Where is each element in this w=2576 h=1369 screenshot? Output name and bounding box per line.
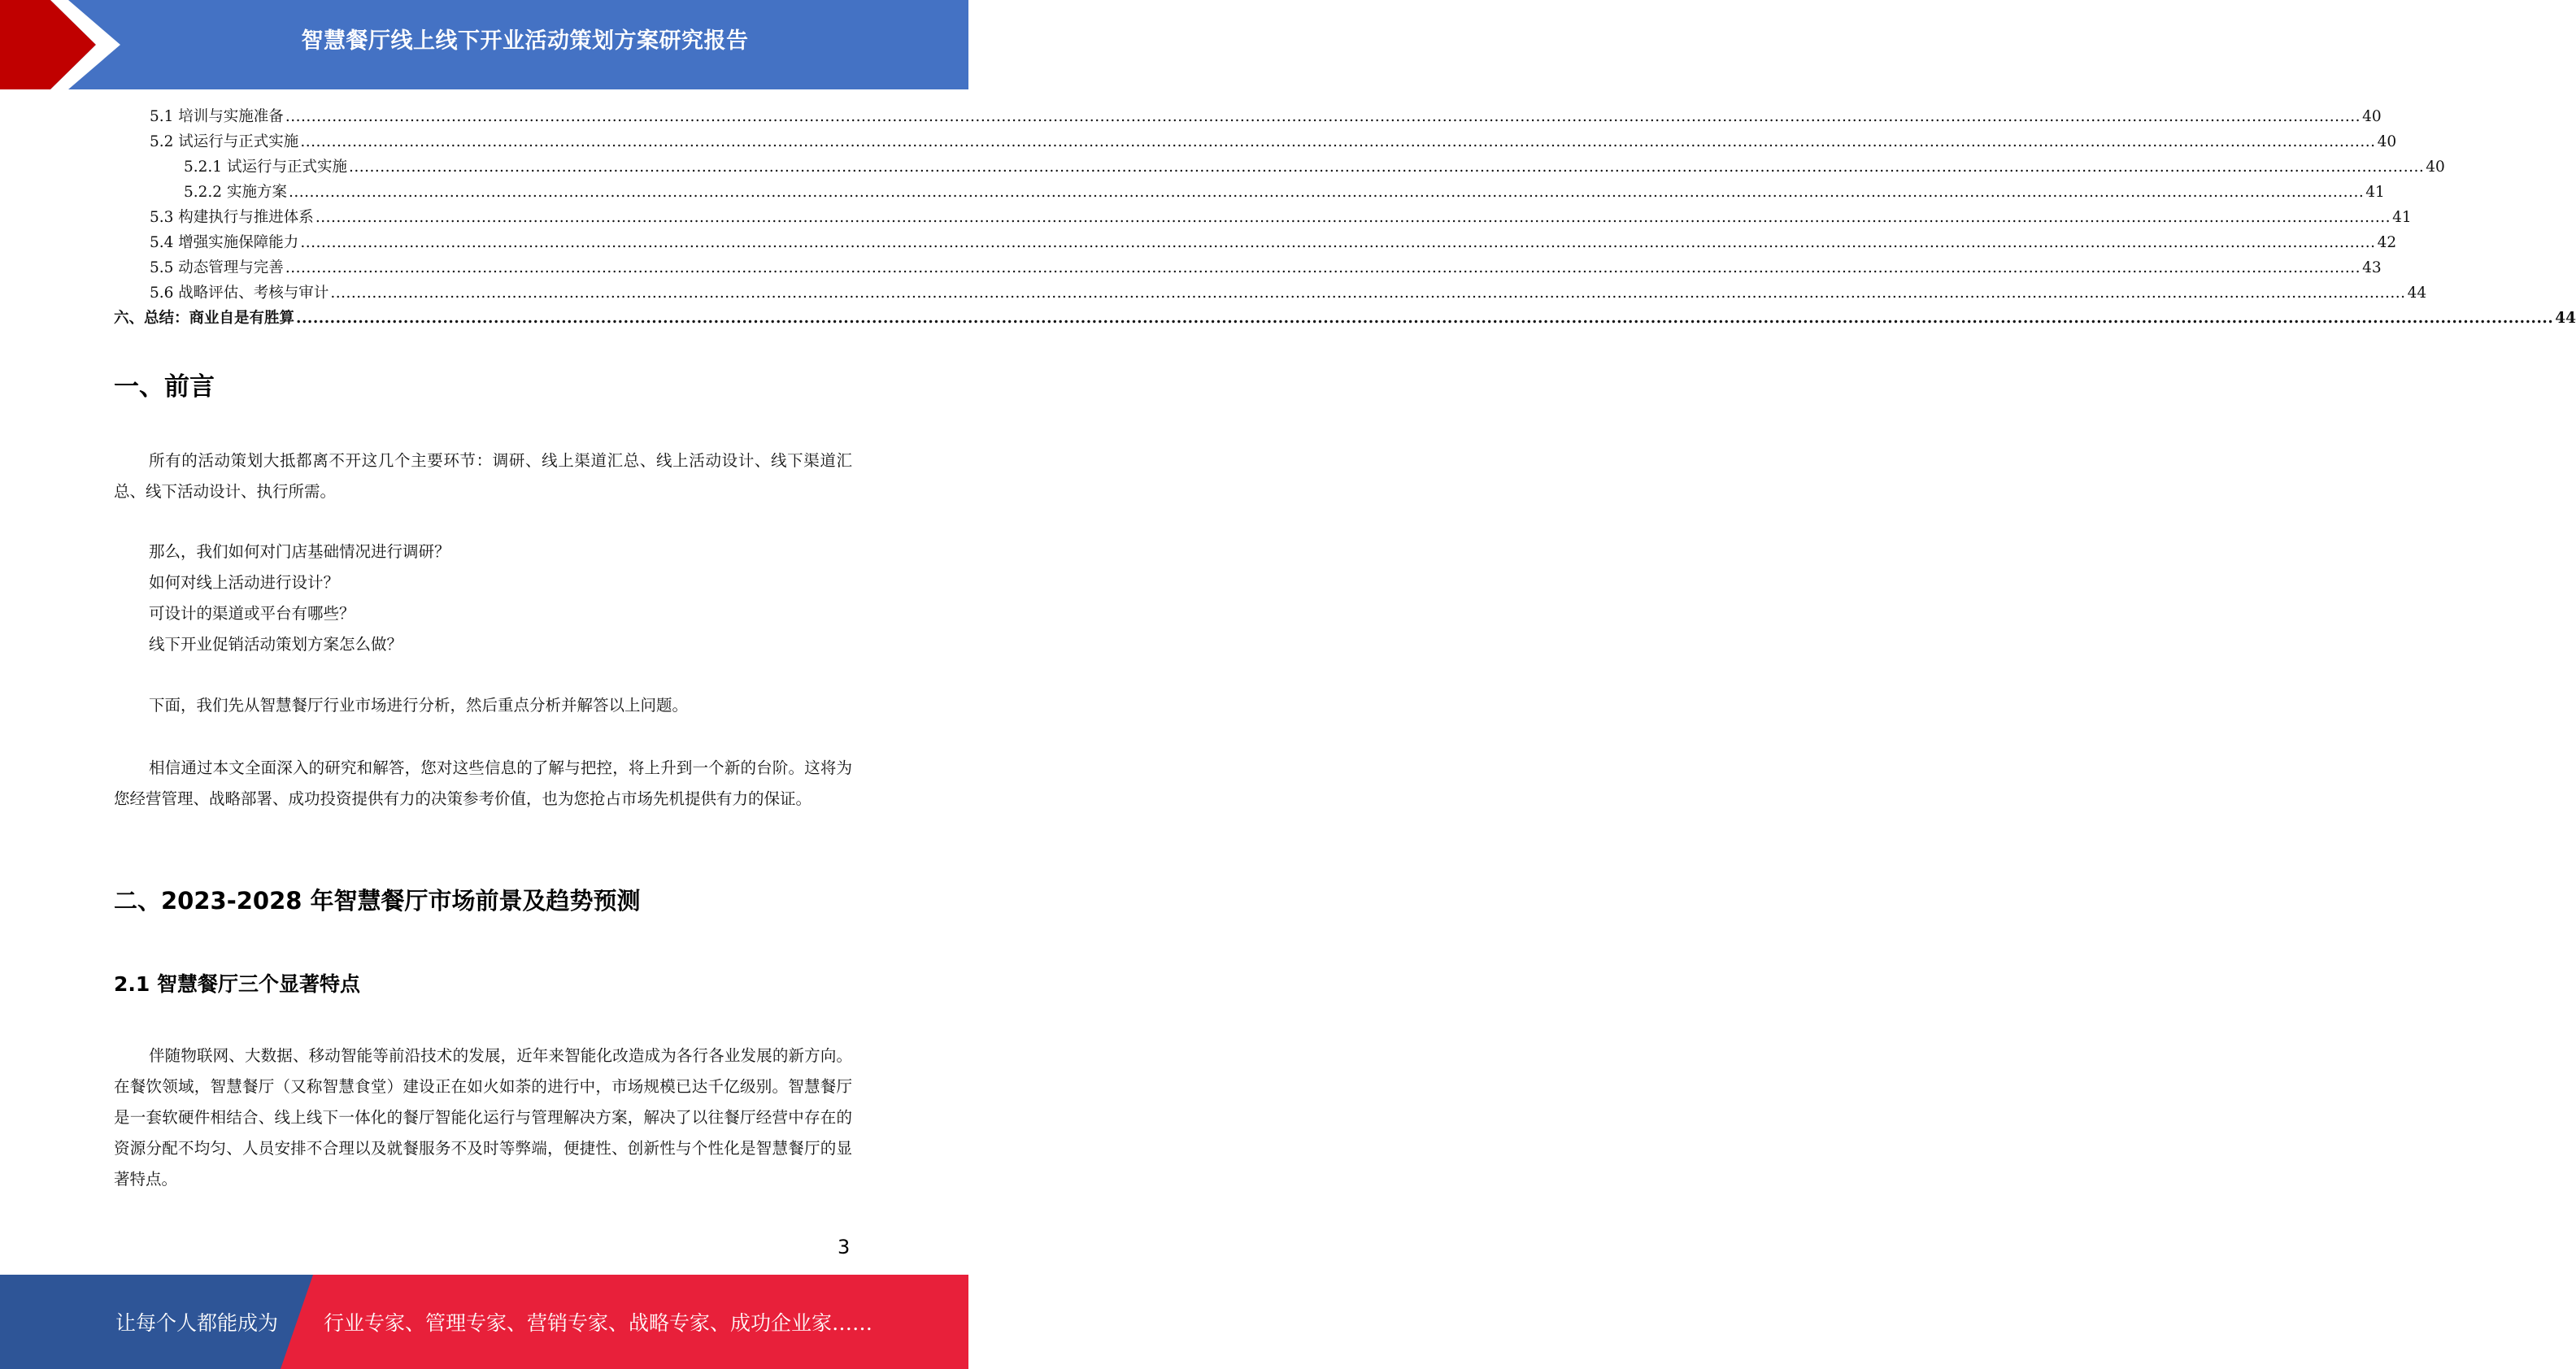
- footer-slogan-left: 让每个人都能成为: [115, 1311, 279, 1335]
- toc-leader-dots: ................................................................................................................................................................................................................................................................................................................................................................................................................: [296, 310, 2554, 327]
- report-title: 智慧餐厅线上线下开业活动策划方案研究报告: [301, 28, 749, 54]
- toc-leader-dots: ................................................................................................................................................................................................................................................................................................................................................................................................................: [315, 209, 2391, 226]
- header-chevron-decoration: [0, 0, 130, 89]
- toc-entry[interactable]: [114, 306, 2576, 331]
- toc-entry-page: 41: [2392, 209, 2412, 226]
- toc-entry[interactable]: [114, 255, 2382, 280]
- section-heading-market: 二、2023-2028 年智慧餐厅市场前景及趋势预测: [114, 887, 641, 915]
- toc-entry[interactable]: [114, 129, 2397, 154]
- toc-leader-dots: ................................................................................................................................................................................................................................................................................................................................................................................................................: [348, 159, 2425, 176]
- page-header: [0, 0, 968, 89]
- preface-paragraph-2: 下面，我们先从智慧餐厅行业市场进行分析，然后重点分析并解答以上问题。: [149, 696, 689, 715]
- toc-entry[interactable]: [114, 280, 2427, 306]
- toc-leader-dots: ................................................................................................................................................................................................................................................................................................................................................................................................................: [300, 234, 2376, 251]
- toc-leader-dots: ................................................................................................................................................................................................................................................................................................................................................................................................................: [285, 108, 2361, 125]
- toc-leader-dots: ................................................................................................................................................................................................................................................................................................................................................................................................................: [285, 259, 2361, 276]
- footer-slogan-right: 行业专家、管理专家、营销专家、战略专家、成功企业家……: [324, 1311, 873, 1335]
- toc-entry-label: 5.4 增强实施保障能力: [150, 234, 299, 251]
- page-number: 3: [838, 1236, 851, 1258]
- toc-entry-page: 40: [2426, 159, 2445, 176]
- toc-entry-page: 44: [2555, 310, 2576, 327]
- toc-leader-dots: ................................................................................................................................................................................................................................................................................................................................................................................................................: [300, 133, 2376, 150]
- toc-entry-label: 5.2.1 试运行与正式实施: [184, 159, 347, 176]
- toc-entry-label: 5.5 动态管理与完善: [150, 259, 284, 276]
- toc-entry-page: 43: [2362, 259, 2382, 276]
- table-of-contents: [114, 104, 2576, 331]
- toc-entry-label: 六、总结：商业自是有胜算: [114, 310, 295, 327]
- preface-question-1: 那么，我们如何对门店基础情况进行调研？: [149, 542, 450, 561]
- market-paragraph-1: 伴随物联网、大数据、移动智能等前沿技术的发展，近年来智能化改造成为各行各业发展的新方向。在餐饮领域，智慧餐厅（又称智慧食堂）建设正在如火如荼的进行中，市场规模已达千亿级别。智慧餐厅是一套软硬件相结合、线上线下一体化的餐厅智能化运行与管理解决方案，解决了以往餐厅经营中存在的资源分配不均匀、人员安排不合理以及就餐服务不及时等弊端，便捷性、创新性与个性化是智慧餐厅的显著特点。: [114, 1046, 852, 1189]
- toc-leader-dots: ................................................................................................................................................................................................................................................................................................................................................................................................................: [288, 184, 2365, 201]
- toc-leader-dots: ................................................................................................................................................................................................................................................................................................................................................................................................................: [330, 285, 2406, 302]
- toc-entry-page: 40: [2377, 133, 2397, 150]
- toc-entry-label: 5.3 构建执行与推进体系: [150, 209, 314, 226]
- preface-question-4: 线下开业促销活动策划方案怎么做？: [149, 635, 403, 654]
- toc-entry[interactable]: [114, 104, 2382, 129]
- preface-paragraph-1: 所有的活动策划大抵都离不开这几个主要环节：调研、线上渠道汇总、线上活动设计、线下渠道汇总、线下活动设计、执行所需。: [114, 451, 852, 501]
- toc-entry-label: 5.2 试运行与正式实施: [150, 133, 299, 150]
- section-heading-preface: 一、前言: [114, 372, 215, 402]
- toc-entry[interactable]: [114, 180, 2385, 205]
- toc-entry[interactable]: [114, 154, 2445, 180]
- toc-entry-page: 44: [2407, 285, 2427, 302]
- page-footer: [0, 1275, 968, 1369]
- preface-paragraph-3: 相信通过本文全面深入的研究和解答，您对这些信息的了解与把控，将上升到一个新的台阶。这将为您经营管理、战略部署、成功投资提供有力的决策参考价值，也为您抢占市场先机提供有力的保证。: [114, 758, 852, 808]
- toc-entry-page: 42: [2377, 234, 2397, 251]
- toc-entry-label: 5.6 战略评估、考核与审计: [150, 285, 329, 302]
- toc-entry[interactable]: [114, 230, 2397, 255]
- toc-entry-page: 40: [2362, 108, 2382, 125]
- toc-entry-label: 5.1 培训与实施准备: [150, 108, 284, 125]
- toc-entry-page: 41: [2365, 184, 2385, 201]
- preface-question-3: 可设计的渠道或平台有哪些？: [149, 604, 355, 623]
- toc-entry-label: 5.2.2 实施方案: [184, 184, 287, 201]
- subsection-heading-features: 2.1 智慧餐厅三个显著特点: [114, 972, 360, 996]
- preface-question-2: 如何对线上活动进行设计？: [149, 573, 340, 592]
- toc-entry[interactable]: [114, 205, 2412, 230]
